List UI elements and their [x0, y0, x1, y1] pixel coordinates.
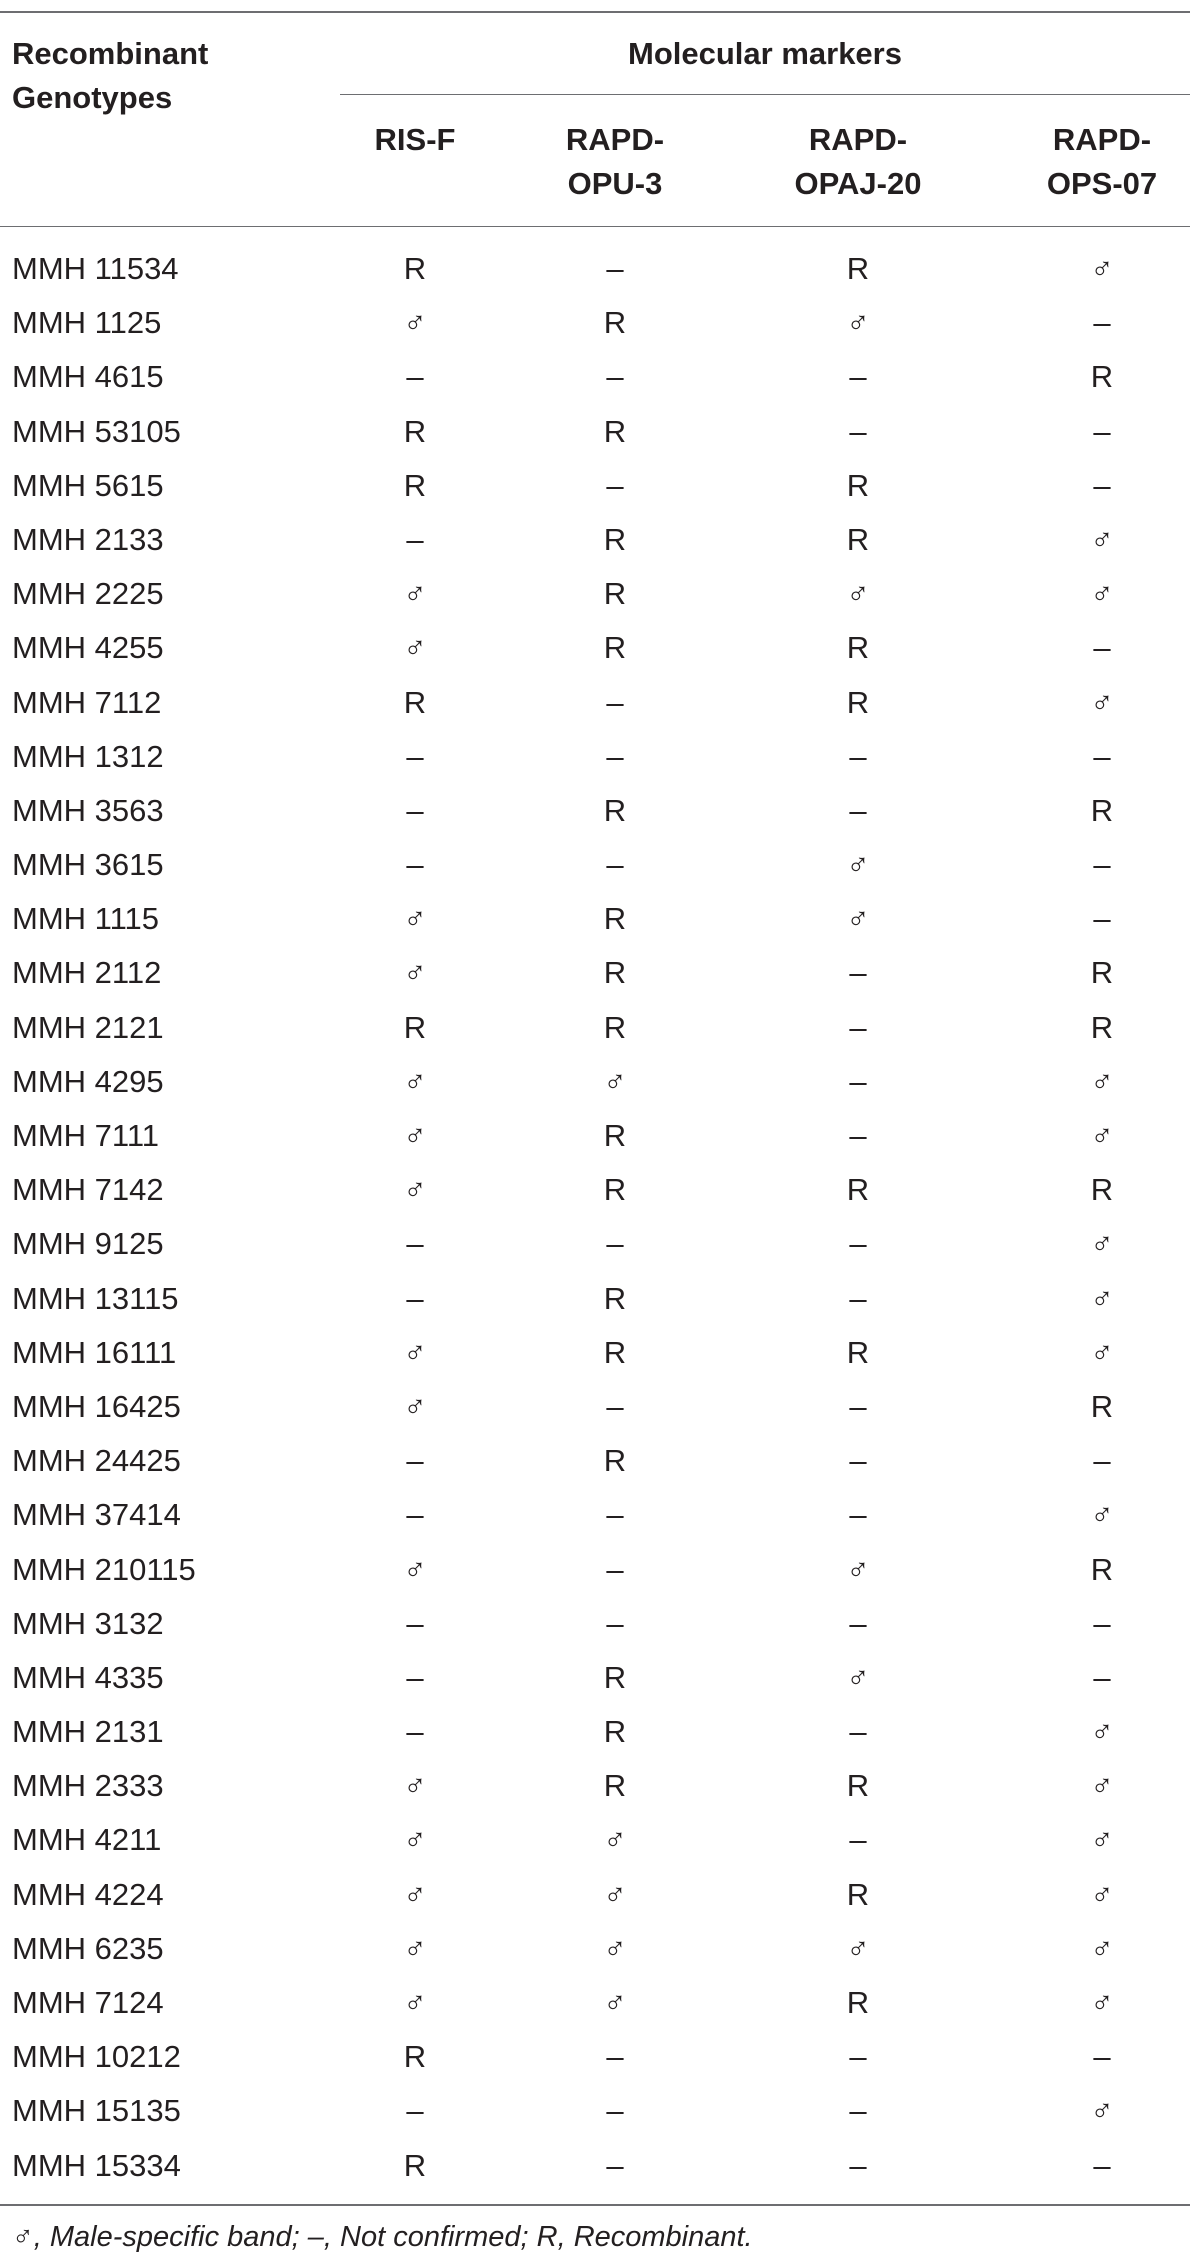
ris-f-cell: – — [406, 1226, 424, 1262]
rapd-ops-07-cell: ♂ — [1090, 1118, 1114, 1153]
ris-f-cell: ♂ — [403, 1876, 427, 1912]
rapd-ops-07-cell: ♂ — [1090, 1930, 1114, 1966]
rapd-opaj-20-cell: ♂ — [846, 1659, 870, 1695]
ris-f-cell: ♂ — [403, 630, 427, 666]
rapd-opaj-20-cell: ♂ — [846, 847, 870, 883]
spanning-header: Molecular markers — [628, 36, 902, 71]
rapd-opaj-20-cell: ♂ — [846, 901, 870, 937]
ris-f-cell: R — [403, 1009, 427, 1045]
genotype-cell: MMH 9125 — [12, 1226, 164, 1262]
table-row — [0, 730, 1190, 784]
rapd-ops-07-cell: ♂ — [1090, 1063, 1114, 1099]
rapd-opu-3-cell: R — [603, 305, 627, 341]
rapd-opaj-20-cell: – — [849, 1497, 867, 1533]
genotype-cell: MMH 210115 — [12, 1551, 196, 1587]
rapd-ops-07-cell: R — [1090, 359, 1114, 395]
rapd-opaj-20-cell: – — [849, 1605, 867, 1641]
table-row — [0, 892, 1190, 946]
rapd-opaj-20-cell: R — [846, 1334, 870, 1370]
table-row — [0, 621, 1190, 675]
rapd-opu-3-cell: R — [603, 1118, 627, 1153]
rapd-opaj-20-cell: ♂ — [846, 1551, 870, 1587]
rapd-ops-07-cell: – — [1093, 1443, 1111, 1479]
rapd-opu-3-cell: R — [603, 955, 627, 991]
ris-f-cell: – — [406, 2093, 424, 2129]
column-header-line: RAPD- — [808, 122, 908, 157]
genotype-cell: MMH 5615 — [12, 467, 164, 503]
table-row — [0, 350, 1190, 404]
ris-f-cell: R — [403, 413, 427, 449]
rapd-opaj-20-cell: R — [846, 1985, 870, 2020]
genotype-cell: MMH 7142 — [12, 1172, 164, 1208]
genotype-cell: MMH 1115 — [12, 901, 160, 937]
rapd-opu-3-cell: R — [603, 792, 627, 828]
ris-f-cell: R — [403, 2147, 427, 2183]
rapd-opaj-20-cell: ♂ — [846, 1930, 870, 1966]
table-body — [0, 242, 1190, 2193]
rapd-opu-3-cell: – — [606, 1497, 624, 1533]
ris-f-cell: – — [406, 1605, 424, 1641]
ris-f-cell: ♂ — [403, 1768, 427, 1804]
table-row — [0, 1651, 1190, 1705]
rapd-ops-07-cell: ♂ — [1090, 1876, 1114, 1912]
column-header-line: RIS-F — [374, 122, 456, 157]
genotype-cell: MMH 3132 — [12, 1605, 164, 1641]
ris-f-cell: ♂ — [403, 1063, 427, 1099]
table-bottom-rule — [0, 2204, 1190, 2206]
ris-f-cell: – — [406, 847, 424, 883]
corner-header-line-2: Genotypes — [12, 80, 173, 115]
corner-header — [12, 32, 332, 120]
ris-f-cell: – — [406, 1280, 424, 1316]
genotype-cell: MMH 4295 — [12, 1063, 164, 1099]
column-header-line: RAPD- — [565, 122, 665, 157]
table-row — [0, 1001, 1190, 1055]
table-row — [0, 242, 1190, 296]
rapd-opu-3-cell: – — [606, 1551, 624, 1587]
rapd-ops-07-cell: ♂ — [1090, 1226, 1114, 1262]
genotype-cell: MMH 13115 — [12, 1280, 179, 1316]
rapd-opu-3-cell: ♂ — [603, 1822, 627, 1858]
rapd-opu-3-cell: R — [603, 1172, 627, 1208]
table-row — [0, 1326, 1190, 1380]
genotype-cell: MMH 2131 — [12, 1714, 164, 1750]
rapd-opaj-20-cell: R — [846, 521, 870, 557]
genotype-cell: MMH 4211 — [12, 1822, 162, 1858]
rapd-ops-07-cell: – — [1093, 901, 1111, 937]
ris-f-cell: ♂ — [403, 1118, 427, 1153]
column-header-line: OPAJ-20 — [794, 166, 922, 201]
table-row — [0, 2139, 1190, 2193]
rapd-ops-07-cell: ♂ — [1090, 576, 1114, 612]
ris-f-cell: – — [406, 1443, 424, 1479]
rapd-ops-07-cell: ♂ — [1090, 1280, 1114, 1316]
genotype-cell: MMH 11534 — [12, 251, 179, 286]
rapd-ops-07-cell: – — [1093, 305, 1111, 341]
rapd-opaj-20-cell: – — [849, 1063, 867, 1099]
ris-f-cell: ♂ — [403, 1334, 427, 1370]
genotype-cell: MMH 3563 — [12, 792, 164, 828]
table-row — [0, 1976, 1190, 2030]
table-row — [0, 1543, 1190, 1597]
rapd-opaj-20-cell: R — [846, 467, 870, 503]
genotype-cell: MMH 15334 — [12, 2147, 181, 2183]
rapd-opu-3-cell: ♂ — [603, 1930, 627, 1966]
rapd-opaj-20-cell: – — [849, 359, 867, 395]
ris-f-cell: R — [403, 251, 427, 286]
ris-f-cell: – — [406, 1497, 424, 1533]
genotype-cell: MMH 2112 — [12, 955, 162, 991]
rapd-opu-3-cell: R — [603, 901, 627, 937]
genotype-cell: MMH 15135 — [12, 2093, 181, 2129]
table-footnote: ♂, Male-specific band; –, Not confirmed; R, Recombinant. — [12, 2221, 753, 2253]
genotype-cell: MMH 24425 — [12, 1443, 181, 1479]
genotype-cell: MMH 2121 — [12, 1009, 164, 1045]
rapd-ops-07-cell: – — [1093, 1605, 1111, 1641]
table-top-rule — [0, 11, 1190, 13]
ris-f-cell: ♂ — [403, 1172, 427, 1208]
rapd-opaj-20-cell: – — [849, 2093, 867, 2129]
ris-f-cell: – — [406, 1659, 424, 1695]
rapd-opu-3-cell: – — [606, 684, 624, 720]
table-row — [0, 1434, 1190, 1488]
rapd-ops-07-cell: – — [1093, 467, 1111, 503]
genotype-cell: MMH 37414 — [12, 1497, 181, 1533]
rapd-ops-07-cell: R — [1090, 1172, 1114, 1208]
table-row — [0, 1922, 1190, 1976]
header-bottom-rule — [0, 226, 1190, 227]
rapd-opaj-20-cell: R — [846, 1876, 870, 1912]
rapd-opaj-20-cell: – — [849, 1226, 867, 1262]
rapd-opaj-20-cell: R — [846, 251, 870, 286]
table-row — [0, 1109, 1190, 1163]
rapd-opu-3-cell: R — [603, 576, 627, 612]
genotype-cell: MMH 7111 — [12, 1118, 160, 1153]
rapd-opu-3-cell: – — [606, 1605, 624, 1641]
rapd-ops-07-cell: ♂ — [1090, 2093, 1114, 2129]
rapd-ops-07-cell: R — [1090, 955, 1114, 991]
rapd-opaj-20-cell: – — [849, 738, 867, 774]
genotype-cell: MMH 2333 — [12, 1768, 164, 1804]
ris-f-cell: ♂ — [403, 576, 427, 612]
column-header-line: OPU-3 — [567, 166, 663, 201]
table-row — [0, 1868, 1190, 1922]
rapd-opu-3-cell: R — [603, 1659, 627, 1695]
genotype-cell: MMH 1125 — [12, 305, 162, 341]
ris-f-cell: ♂ — [403, 901, 427, 937]
genotype-cell: MMH 7124 — [12, 1985, 164, 2020]
rapd-ops-07-cell: R — [1090, 1551, 1114, 1587]
rapd-ops-07-cell: – — [1093, 2039, 1111, 2075]
table-row — [0, 1380, 1190, 1434]
rapd-ops-07-cell: – — [1093, 413, 1111, 449]
ris-f-cell: ♂ — [403, 1985, 427, 2020]
table-row — [0, 676, 1190, 730]
rapd-ops-07-cell: ♂ — [1090, 521, 1114, 557]
rapd-opu-3-cell: – — [606, 251, 624, 286]
rapd-ops-07-cell: ♂ — [1090, 684, 1114, 720]
rapd-opaj-20-cell: – — [849, 792, 867, 828]
ris-f-cell: R — [403, 684, 427, 720]
genotype-cell: MMH 1312 — [12, 738, 164, 774]
ris-f-cell: ♂ — [403, 1388, 427, 1424]
table-row — [0, 1759, 1190, 1813]
table-row — [0, 1163, 1190, 1217]
ris-f-cell: ♂ — [403, 1930, 427, 1966]
rapd-ops-07-cell: R — [1090, 792, 1114, 828]
ris-f-cell: ♂ — [403, 1822, 427, 1858]
rapd-opu-3-cell: – — [606, 738, 624, 774]
rapd-opaj-20-cell: ♂ — [846, 576, 870, 612]
table-row — [0, 784, 1190, 838]
table-row — [0, 1055, 1190, 1109]
rapd-opaj-20-cell: R — [846, 630, 870, 666]
corner-header-line-1: Recombinant — [12, 36, 209, 71]
genotype-cell: MMH 4335 — [12, 1659, 164, 1695]
ris-f-cell: – — [406, 792, 424, 828]
ris-f-cell: ♂ — [403, 1551, 427, 1587]
ris-f-cell: – — [406, 1714, 424, 1750]
genotype-cell: MMH 4224 — [12, 1876, 164, 1912]
rapd-opaj-20-cell: – — [849, 2147, 867, 2183]
rapd-ops-07-cell: R — [1090, 1009, 1114, 1045]
table-row — [0, 2030, 1190, 2084]
rapd-opu-3-cell: R — [603, 1443, 627, 1479]
rapd-opu-3-cell: R — [603, 1714, 627, 1750]
table-row — [0, 838, 1190, 892]
rapd-opu-3-cell: – — [606, 359, 624, 395]
rapd-opu-3-cell: – — [606, 1388, 624, 1424]
table-row — [0, 1488, 1190, 1542]
table-row — [0, 1272, 1190, 1326]
ris-f-cell: – — [406, 738, 424, 774]
rapd-opaj-20-cell: – — [849, 1714, 867, 1750]
table-row — [0, 405, 1190, 459]
ris-f-cell: R — [403, 467, 427, 503]
table-row — [0, 567, 1190, 621]
rapd-ops-07-cell: ♂ — [1090, 1334, 1114, 1370]
rapd-opaj-20-cell: R — [846, 1172, 870, 1208]
ris-f-cell: – — [406, 521, 424, 557]
column-header-rapd-ops-07 — [982, 118, 1200, 206]
ris-f-cell: ♂ — [403, 305, 427, 341]
rapd-opu-3-cell: R — [603, 630, 627, 666]
column-header-line: RAPD- — [1052, 122, 1152, 157]
column-header-line: OPS-07 — [1046, 166, 1158, 201]
table-row — [0, 1813, 1190, 1867]
spanning-header-rule — [340, 94, 1190, 95]
genotype-cell: MMH 6235 — [12, 1930, 164, 1966]
rapd-ops-07-cell: – — [1093, 2147, 1111, 2183]
genotype-cell: MMH 4255 — [12, 630, 164, 666]
column-header-rapd-opaj-20 — [738, 118, 978, 206]
genotype-cell: MMH 2225 — [12, 576, 164, 612]
rapd-opaj-20-cell: – — [849, 955, 867, 991]
rapd-opu-3-cell: R — [603, 413, 627, 449]
rapd-opu-3-cell: ♂ — [603, 1985, 627, 2020]
rapd-opaj-20-cell: – — [849, 1280, 867, 1316]
rapd-ops-07-cell: ♂ — [1090, 1768, 1114, 1804]
rapd-opaj-20-cell: – — [849, 1009, 867, 1045]
rapd-opu-3-cell: R — [603, 521, 627, 557]
genotype-cell: MMH 4615 — [12, 359, 164, 395]
rapd-ops-07-cell: ♂ — [1090, 1985, 1114, 2020]
rapd-opu-3-cell: – — [606, 2039, 624, 2075]
rapd-ops-07-cell: – — [1093, 1659, 1111, 1695]
ris-f-cell: ♂ — [403, 955, 427, 991]
rapd-opu-3-cell: – — [606, 1226, 624, 1262]
rapd-opu-3-cell: – — [606, 2147, 624, 2183]
rapd-ops-07-cell: ♂ — [1090, 1714, 1114, 1750]
table-row — [0, 296, 1190, 350]
rapd-opaj-20-cell: – — [849, 1822, 867, 1858]
rapd-ops-07-cell: ♂ — [1090, 1822, 1114, 1858]
genotype-cell: MMH 2133 — [12, 521, 164, 557]
ris-f-cell: R — [403, 2039, 427, 2075]
table-row — [0, 1217, 1190, 1271]
genotype-cell: MMH 16111 — [12, 1334, 177, 1370]
ris-f-cell: – — [406, 359, 424, 395]
rapd-ops-07-cell: – — [1093, 847, 1111, 883]
rapd-opu-3-cell: ♂ — [603, 1876, 627, 1912]
table-row — [0, 2084, 1190, 2138]
column-header-rapd-opu-3 — [495, 118, 735, 206]
rapd-ops-07-cell: ♂ — [1090, 251, 1114, 286]
rapd-opu-3-cell: R — [603, 1009, 627, 1045]
rapd-opu-3-cell: – — [606, 847, 624, 883]
rapd-opaj-20-cell: – — [849, 413, 867, 449]
table-row — [0, 513, 1190, 567]
rapd-opu-3-cell: ♂ — [603, 1063, 627, 1099]
rapd-ops-07-cell: – — [1093, 738, 1111, 774]
table-row — [0, 946, 1190, 1000]
rapd-opaj-20-cell: R — [846, 684, 870, 720]
genotype-cell: MMH 7112 — [12, 684, 162, 720]
rapd-opaj-20-cell: – — [849, 2039, 867, 2075]
rapd-opaj-20-cell: R — [846, 1768, 870, 1804]
rapd-opu-3-cell: – — [606, 2093, 624, 2129]
rapd-opu-3-cell: R — [603, 1280, 627, 1316]
rapd-opu-3-cell: – — [606, 467, 624, 503]
rapd-opaj-20-cell: – — [849, 1118, 867, 1153]
genotype-cell: MMH 3615 — [12, 847, 164, 883]
genotype-cell: MMH 10212 — [12, 2039, 181, 2075]
genotype-cell: MMH 16425 — [12, 1388, 181, 1424]
rapd-ops-07-cell: ♂ — [1090, 1497, 1114, 1533]
rapd-opaj-20-cell: – — [849, 1388, 867, 1424]
rapd-opu-3-cell: R — [603, 1334, 627, 1370]
rapd-opu-3-cell: R — [603, 1768, 627, 1804]
table-row — [0, 459, 1190, 513]
rapd-ops-07-cell: R — [1090, 1388, 1114, 1424]
rapd-opaj-20-cell: – — [849, 1443, 867, 1479]
rapd-opaj-20-cell: ♂ — [846, 305, 870, 341]
rapd-ops-07-cell: – — [1093, 630, 1111, 666]
table-row — [0, 1597, 1190, 1651]
genotype-cell: MMH 53105 — [12, 413, 181, 449]
table-row — [0, 1705, 1190, 1759]
